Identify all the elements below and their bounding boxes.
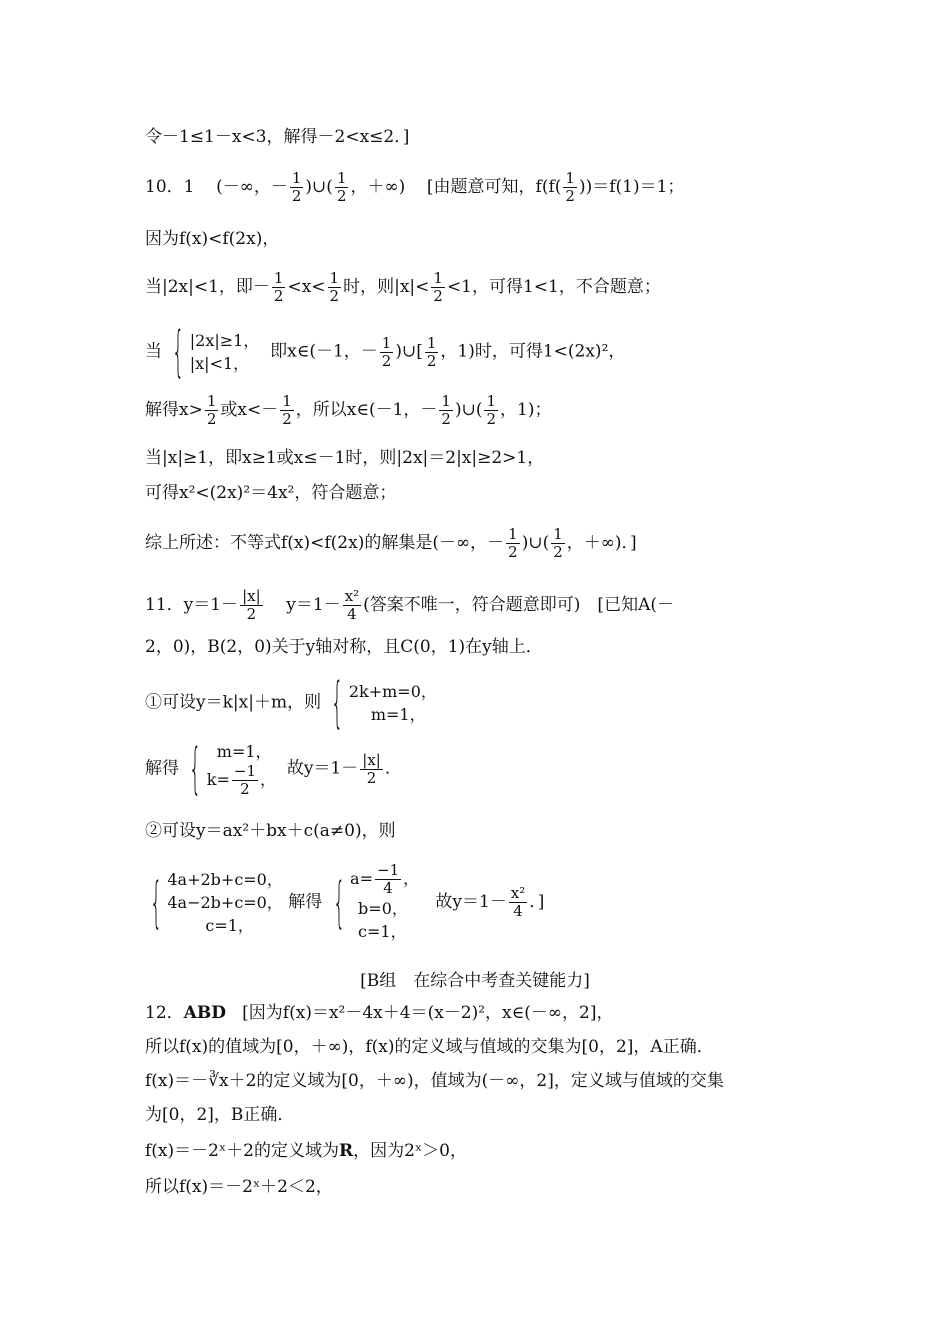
- solution-line: 所以f(x)＝－2ˣ＋2＜2，: [145, 1177, 333, 1197]
- equation-system: { 2k+m=0， m=1，: [331, 671, 437, 734]
- solution-line: 令－1≤1－x<3，解得－2<x≤2．]: [145, 127, 410, 147]
- solution-line: ②可设y＝ax²＋bx＋c(a≠0)，则: [145, 821, 396, 841]
- solution-line: 所以f(x)的值域为[0，＋∞)，f(x)的定义域与值域的交集为[0，2]，A正确．: [145, 1037, 714, 1057]
- solution-line: { 4a+2b+c=0， 4a−2b+c=0， c=1， 解得 { a= $\frac{-1}{4}$ ， b=0， c=1， 故y＝1－ $\frac{\text{x²}}{4}$ ．]: [145, 862, 544, 943]
- solution-line: 为[0，2]，B正确．: [145, 1105, 295, 1125]
- solution-line: 10．1 (－∞，－ $\frac{1}{2}$ )∪( $\frac{1}{2}$ ，＋∞) [由题意可知，f(f( $\frac{1}{2}$ ))＝f(1)＝1；: [145, 169, 685, 205]
- solution-line: f(x)＝－∛x＋2的定义域为[0，＋∞)，值域为(－∞，2]，定义域与值域的交集: [145, 1071, 724, 1091]
- solution-line: 当|x|≥1，即x≥1或x≤－1时，则|2x|＝2|x|≥2>1，: [145, 448, 545, 468]
- solution-line: 11．y＝1－ $\frac{|x|}{2}$ y＝1－ $\frac{\text{x²}}{4}$ (答案不唯一，符合题意即可) [已知A(－: [145, 587, 674, 623]
- solution-line: 解得 { m=1， k= $\frac{-1}{2}$ ， 故y＝1－ $\frac{|x|}{2}$ ．: [145, 737, 402, 800]
- solution-line: ①可设y＝k|x|＋m，则 { 2k+m=0， m=1，: [145, 671, 437, 734]
- solution-line: 当 { |2x|≥1， |x|<1， 即x∈(－1，－ $\frac{1}{2}$ )∪[ $\frac{1}{2}$ ，1)时，可得1<(2x)²，: [145, 320, 626, 383]
- solution-line: 2，0)，B(2，0)关于y轴对称，且C(0，1)在y轴上．: [145, 637, 543, 657]
- inequality-system: { |2x|≥1， |x|<1，: [172, 320, 260, 383]
- solution-line: 当|2x|<1，即－ $\frac{1}{2}$ <x< $\frac{1}{2}$ 时，则|x|< $\frac{1}{2}$ <1，可得1<1，不合题意；: [145, 269, 661, 305]
- solution-system: { a= $\frac{-1}{4}$ ， b=0， c=1，: [332, 861, 420, 941]
- solution-line: 可得x²<(2x)²＝4x²，符合题意；: [145, 483, 397, 503]
- equation-system: { 4a+2b+c=0， 4a−2b+c=0， c=1，: [150, 870, 283, 935]
- equation-system: { m=1， k= $\frac{-1}{2}$ ，: [189, 737, 277, 800]
- solution-line: 因为f(x)<f(2x)，: [145, 229, 280, 249]
- solution-line: 解得x> $\frac{1}{2}$ 或x<－ $\frac{1}{2}$ ，所以x∈(－1，－ $\frac{1}{2}$ )∪( $\frac{1}{2}$ ，1)；: [145, 392, 552, 428]
- solution-line: 12．ABD [因为f(x)＝x²－4x＋4＝(x－2)²，x∈(－∞，2]，: [145, 1003, 614, 1023]
- solution-line: 综上所述：不等式f(x)<f(2x)的解集是(－∞，－ $\frac{1}{2}$ )∪( $\frac{1}{2}$ ，＋∞)．]: [145, 525, 637, 561]
- section-heading: [B组 在综合中考查关键能力]: [360, 971, 590, 991]
- solution-line: f(x)＝－2ˣ＋2的定义域为R，因为2ˣ＞0，: [145, 1141, 467, 1161]
